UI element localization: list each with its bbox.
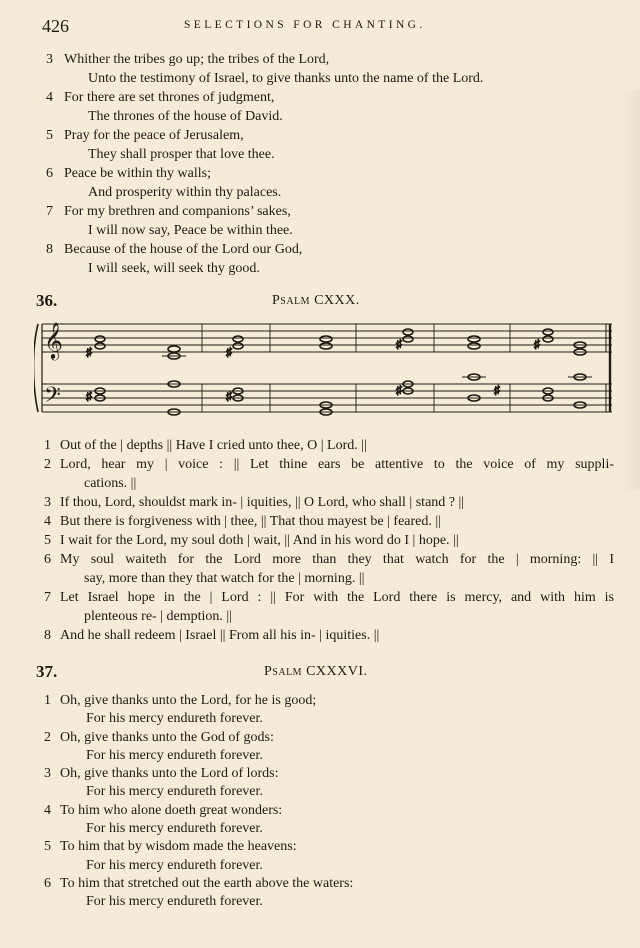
whole-note [95, 336, 105, 342]
chant-verse: 2 Lord, hear my | voice : || Let thine ears be attentive to the voice of my suppli- [44, 457, 614, 472]
chant-verse: 3 If thou, Lord, shouldst mark in- | iquities, || O Lord, who shall | stand ? || [44, 495, 465, 510]
verse-line: 8 Because of the house of the Lord our God, [46, 242, 303, 257]
verse-line: 2 Oh, give thanks unto the God of gods: [44, 729, 274, 745]
whole-note [403, 329, 413, 335]
section-heading-37 [0, 662, 640, 684]
sharp-icon: ♯ [226, 345, 232, 359]
verse-line: 6 Peace be within thy walls; [46, 166, 211, 181]
whole-note [95, 343, 105, 349]
verse-line: 5 To him that by wisdom made the heavens: [44, 839, 297, 855]
chant-verse: 8 And he shall redeem | Israel || From all his in- | iquities. || [44, 628, 380, 643]
chant-verse: 6 My soul waiteth for the Lord more than they that watch for the | morning: || I [44, 552, 614, 567]
chant-verse-continuation: say, more than they that watch for the | morning. || [84, 571, 365, 586]
sharp-icon: ♯ [226, 389, 232, 403]
chant-music-score [34, 318, 616, 418]
running-title: SELECTIONS FOR CHANTING. [184, 19, 426, 31]
verse-line: For his mercy endureth forever. [86, 894, 263, 910]
verse-line: For his mercy endureth forever. [86, 857, 263, 873]
whole-note [168, 346, 180, 352]
verse-line: 6 To him that stretched out the earth above the waters: [44, 875, 354, 891]
chant-verse-continuation: cations. || [84, 476, 137, 491]
verse-line: For his mercy endureth forever. [86, 784, 263, 800]
whole-note [468, 336, 480, 342]
whole-note [543, 329, 553, 335]
verse-line: For his mercy endureth forever. [86, 747, 263, 763]
verse-line: I will now say, Peace be within thee. [88, 223, 293, 238]
verse-line: For his mercy endureth forever. [86, 821, 263, 837]
whole-note [320, 343, 332, 349]
page-header [42, 16, 612, 38]
sharp-icon: ♯ [494, 383, 500, 397]
bass-clef-icon: 𝄢 [44, 383, 61, 413]
section-number: 36. [36, 291, 58, 310]
verse-line: For his mercy endureth forever. [86, 711, 263, 727]
section-heading-36 [0, 291, 640, 313]
verse-line: 1 Oh, give thanks unto the Lord, for he is good; [44, 693, 317, 708]
sharp-icon: ♯ [396, 383, 402, 397]
whole-note [403, 336, 413, 342]
page-number: 426 [42, 16, 69, 36]
whole-note [468, 343, 480, 349]
chant-verse: 1 Out of the | depths || Have I cried unto thee, O | Lord. || [44, 438, 367, 453]
sharp-icon: ♯ [534, 337, 540, 351]
whole-note [543, 336, 553, 342]
verse-line: Unto the testimony of Israel, to give thanks unto the name of the Lord. [88, 71, 484, 86]
section-title: Psalm CXXXVI. [264, 664, 368, 679]
psalm-130-chant-verses [0, 436, 640, 645]
whole-note [320, 336, 332, 342]
verse-line: The thrones of the house of David. [88, 109, 283, 124]
verse-line: 7 For my brethren and companions’ sakes, [46, 204, 291, 219]
chant-verse: 5 I wait for the Lord, my soul doth | wait, || And in his word do I | hope. || [44, 533, 459, 548]
treble-clef-icon: 𝄞 [44, 321, 63, 359]
verse-line: And prosperity within thy palaces. [88, 185, 282, 200]
sharp-icon: ♯ [86, 389, 92, 403]
chant-verse: 7 Let Israel hope in the | Lord : || For with the Lord there is mercy, and with him is [44, 590, 614, 605]
verse-line: 4 To him who alone doeth great wonders: [44, 802, 283, 818]
whole-note [233, 336, 243, 342]
verse-line: 4 For there are set thrones of judgment, [46, 90, 275, 105]
sharp-icon: ♯ [86, 345, 92, 359]
verse-line: 3 Oh, give thanks unto the Lord of lords: [44, 766, 279, 782]
whole-note [233, 343, 243, 349]
psalm-122-verses [0, 50, 640, 278]
sharp-icon: ♯ [396, 337, 402, 351]
verse-line: 5 Pray for the peace of Jerusalem, [46, 128, 244, 143]
verse-line: I will seek, will seek thy good. [88, 261, 260, 276]
section-number: 37. [36, 662, 58, 681]
psalm-136-verses [0, 692, 640, 912]
verse-line: They shall prosper that love thee. [88, 147, 275, 162]
section-title: Psalm CXXX. [272, 293, 360, 308]
verse-line: 3 Whither the tribes go up; the tribes of the Lord, [46, 52, 330, 67]
chant-verse: 4 But there is forgiveness with | thee, || That thou mayest be | feared. || [44, 514, 441, 529]
chant-verse-continuation: plenteous re- | demption. || [84, 609, 232, 624]
